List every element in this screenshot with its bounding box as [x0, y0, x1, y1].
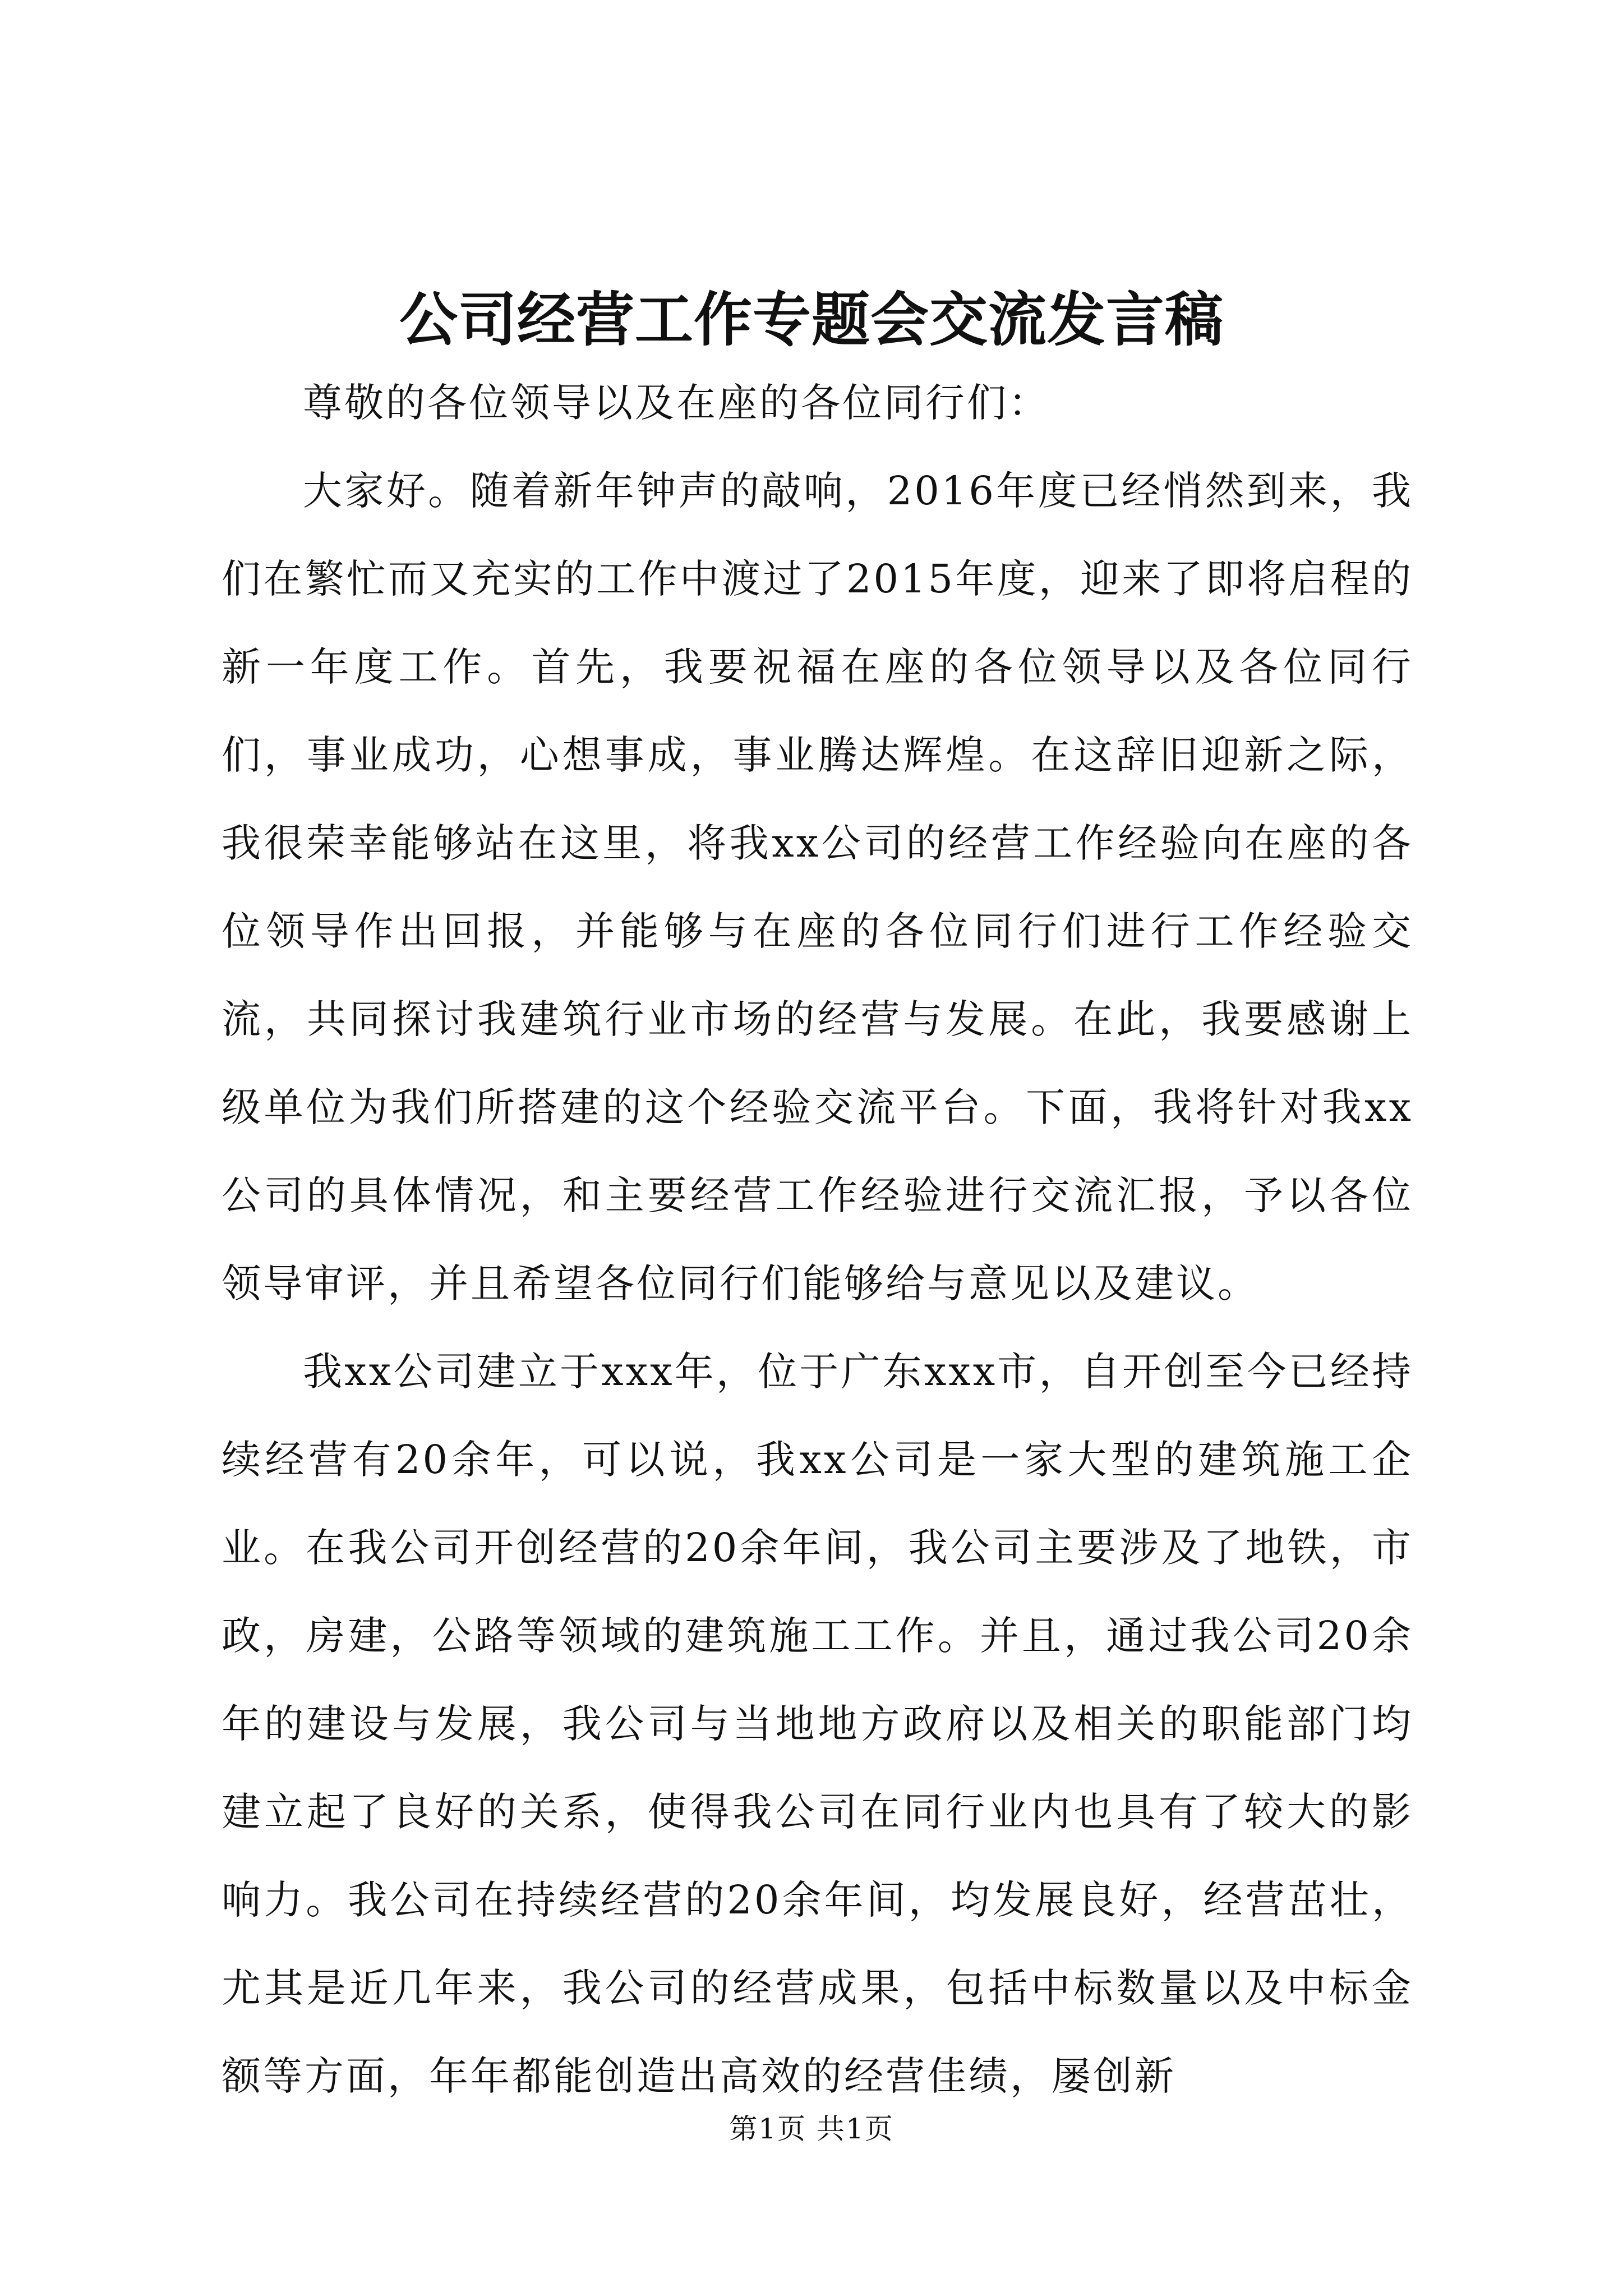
body-paragraph: 我xx公司建立于xxx年，位于广东xxx市，自开创至今已经持续经营有20余年，可以说，我xx公司是一家大型的建筑施工企业。在我公司开创经营的20余年间，我公司主要涉及了地铁，市政，房建，公路等领域的建筑施工工作。并且，通过我公司20余年的建设与发展，我公司与当地地方政府以及相关的职能部门均建立起了良好的关系，使得我公司在同行业内也具有了较大的影响力。我公司在持续经营的20余年间，均发展良好，经营茁壮，尤其是近几年来，我公司的经营成果，包括中标数量以及中标金额等方面，年年都能创造出高效的经营佳绩，屡创新 — [222, 1349, 1413, 2099]
document-body — [222, 359, 1413, 2120]
salutation-paragraph: 尊敬的各位领导以及在座的各位同行们： — [303, 380, 1050, 426]
page-number-footer: 第1页 共1页 — [729, 2113, 894, 2145]
document-title: 公司经营工作专题会交流发言稿 — [399, 285, 1224, 354]
body-paragraph: 大家好。随着新年钟声的敲响，2016年度已经悄然到来，我们在繁忙而又充实的工作中渡过了2015年度，迎来了即将启程的新一年度工作。首先，我要祝福在座的各位领导以及各位同行们，事业成功，心想事成，事业腾达辉煌。在这辞旧迎新之际，我很荣幸能够站在这里，将我xx公司的经营工作经验向在座的各位领导作出回报，并能够与在座的各位同行们进行工作经验交流，共同探讨我建筑行业市场的经营与发展。在此，我要感谢上级单位为我们所搭建的这个经验交流平台。下面，我将针对我xx公司的具体情况，和主要经营工作经验进行交流汇报，予以各位领导审评，并且希望各位同行们能够给与意见以及建议。 — [222, 468, 1413, 1306]
